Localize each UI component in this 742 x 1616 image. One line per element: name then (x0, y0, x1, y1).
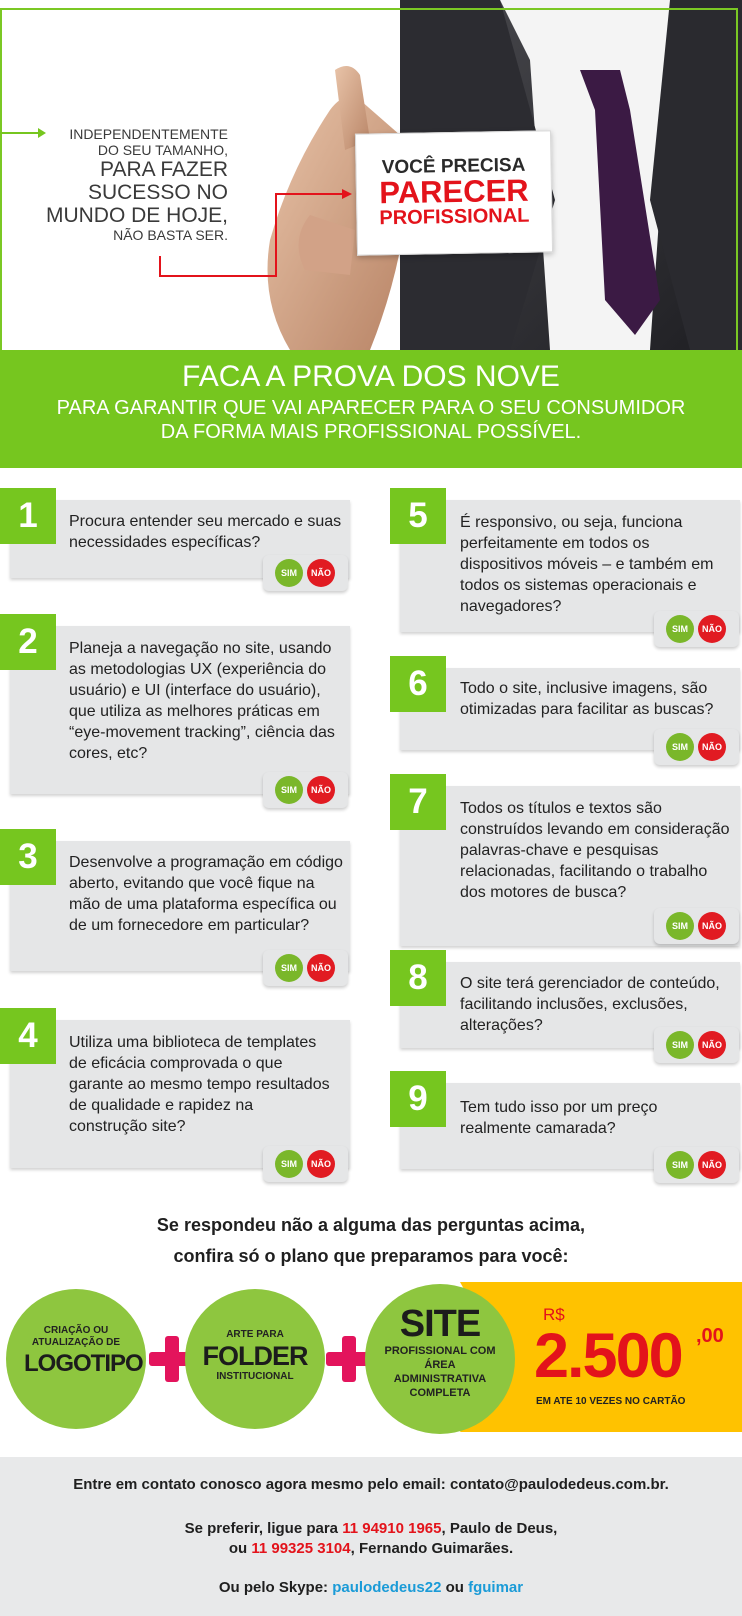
banner-subtitle (0, 396, 742, 444)
contact-phone-name: , Fernando Guimarães. (350, 1540, 514, 1557)
contact-phone-prefix: Se preferir, ligue para (184, 1520, 339, 1537)
no-button[interactable]: NÃO (698, 615, 726, 643)
question-number: 5 (390, 488, 446, 544)
callout-line: confira só o plano que preparamos para você: (173, 1246, 569, 1266)
yes-button[interactable]: SIM (275, 776, 303, 804)
banner-subtitle-line: DA FORMA MAIS PROFISSIONAL POSSÍVEL. (160, 421, 582, 443)
answer-buttons (654, 908, 739, 944)
answer-buttons (263, 950, 348, 986)
contact-phone-line (0, 1519, 742, 1539)
yes-button[interactable]: SIM (275, 559, 303, 587)
question-number: 3 (0, 829, 56, 885)
yes-button[interactable]: SIM (666, 912, 694, 940)
contact-email-prefix: Entre em contato conosco agora mesmo pelo email: (73, 1476, 446, 1493)
question-text: É responsivo, ou seja, funciona perfeitamente em todos os dispositivos móveis – e também em todos os sistemas operacionais e navegadores? (460, 514, 714, 615)
plan-item-title: FOLDER (202, 1341, 308, 1371)
yes-button[interactable]: SIM (666, 1031, 694, 1059)
price-installments: EM ATE 10 VEZES NO CARTÃO (536, 1396, 686, 1407)
answer-buttons (654, 729, 739, 765)
question-text: Desenvolve a programação em código aberto, evitando que você fique na mão de uma plataforma específica ou de um fornecedore em particular? (69, 854, 343, 934)
price-value: 2.500 (534, 1321, 682, 1391)
question-text: Tem tudo isso por um preço realmente camarada? (460, 1099, 658, 1137)
question-number: 4 (0, 1008, 56, 1064)
callout-line: Se respondeu não a alguma das perguntas acima, (156, 1215, 586, 1235)
answer-buttons (654, 1147, 739, 1183)
contact-section (0, 1457, 742, 1616)
question-text: O site terá gerenciador de conteúdo, facilitando inclusões, exclusões, alterações? (460, 975, 720, 1034)
plan-item-title: LOGOTIPO (24, 1350, 143, 1377)
answer-buttons (263, 555, 348, 591)
plan-item-label: INSTITUCIONAL (216, 1371, 294, 1382)
answer-buttons (263, 772, 348, 808)
contact-phone-line (0, 1539, 742, 1559)
card-line-highlight: PARECER (379, 172, 529, 211)
no-button[interactable]: NÃO (698, 1151, 726, 1179)
question-number: 8 (390, 950, 446, 1006)
no-button[interactable]: NÃO (698, 1031, 726, 1059)
contact-skype-link[interactable]: fguimar (468, 1579, 524, 1596)
question-text: Utiliza uma biblioteca de templates de eficácia comprovada o que garante ao mesmo tempo resultados de qualidade e rapidez na construção site? (69, 1034, 330, 1135)
green-banner (0, 350, 742, 468)
contact-skype-link[interactable]: paulodedeus22 (332, 1579, 442, 1596)
no-button[interactable]: NÃO (698, 912, 726, 940)
hero-intro-line: NÃO BASTA SER. (113, 227, 228, 243)
contact-skype-line (0, 1578, 742, 1598)
hero-section (0, 0, 742, 350)
hero-intro-line: SUCESSO NO (87, 181, 228, 204)
yes-button[interactable]: SIM (275, 1150, 303, 1178)
no-button[interactable]: NÃO (307, 954, 335, 982)
answer-buttons (263, 1146, 348, 1182)
plan-item-title: SITE (399, 1303, 481, 1345)
contact-phone-prefix: ou (228, 1540, 248, 1557)
plan-item-label: PROFISSIONAL COM ÁREA ADMINISTRATIVA COMPLETA (384, 1345, 496, 1399)
yes-button[interactable]: SIM (275, 954, 303, 982)
no-button[interactable]: NÃO (307, 776, 335, 804)
hero-intro-line: MUNDO DE HOJE, (45, 204, 228, 227)
plan-item-label: CRIAÇÃO OU ATUALIZAÇÃO DE (31, 1325, 121, 1348)
plan-item-site (365, 1284, 515, 1434)
contact-email-link[interactable]: contato@paulodedeus.com.br. (449, 1476, 669, 1493)
callout (0, 1210, 742, 1272)
hero-intro-line: DO SEU TAMANHO, (97, 142, 228, 158)
contact-email-line (0, 1475, 742, 1495)
contact-phone-link[interactable]: 11 94910 1965 (342, 1520, 442, 1537)
contact-skype-join: ou (445, 1579, 464, 1596)
answer-buttons (654, 611, 739, 647)
no-button[interactable]: NÃO (307, 559, 335, 587)
hero-intro-line: PARA FAZER (100, 158, 228, 181)
price-currency: R$ (543, 1305, 565, 1324)
plan-item-label: ARTE PARA (226, 1329, 284, 1340)
contact-skype-prefix: Ou pelo Skype: (218, 1579, 329, 1596)
question-number: 2 (0, 614, 56, 670)
question-text: Todo o site, inclusive imagens, são otimizadas para facilitar as buscas? (460, 680, 714, 718)
card-line-highlight: PROFISSIONAL (379, 204, 530, 230)
banner-subtitle-line: PARA GARANTIR QUE VAI APARECER PARA O SEU CONSUMIDOR (56, 397, 686, 419)
no-button[interactable]: NÃO (307, 1150, 335, 1178)
card-line: VOCÊ PRECISA (381, 154, 526, 179)
question-text: Todos os títulos e textos são construídos levando em consideração palavras-chave e pesquisas relacionadas, facilitando o trabalho dos motores de busca? (460, 800, 730, 901)
business-card (355, 130, 553, 255)
banner-title: FACA A PROVA DOS NOVE (182, 360, 560, 393)
hero-intro-line: INDEPENDENTEMENTE (69, 126, 228, 142)
answer-buttons (654, 1027, 739, 1063)
question-number: 9 (390, 1071, 446, 1127)
yes-button[interactable]: SIM (666, 733, 694, 761)
contact-phone-name: , Paulo de Deus, (441, 1520, 558, 1537)
question-text: Procura entender seu mercado e suas necessidades específicas? (69, 513, 342, 551)
hero-intro (0, 126, 228, 243)
yes-button[interactable]: SIM (666, 1151, 694, 1179)
plan-item-folder (185, 1289, 325, 1429)
question-number: 6 (390, 656, 446, 712)
question-text: Planeja a navegação no site, usando as metodologias UX (experiência do usuário) e UI (interface do usuário), que utiliza as melhores práticas em “eye-movement tracking”, ciência das cores, etc? (69, 640, 335, 762)
question-number: 7 (390, 774, 446, 830)
contact-phone-link[interactable]: 11 99325 3104 (251, 1540, 351, 1557)
plan-item-logo (6, 1289, 146, 1429)
yes-button[interactable]: SIM (666, 615, 694, 643)
no-button[interactable]: NÃO (698, 733, 726, 761)
price-cents: ,00 (696, 1325, 724, 1347)
question-number: 1 (0, 488, 56, 544)
